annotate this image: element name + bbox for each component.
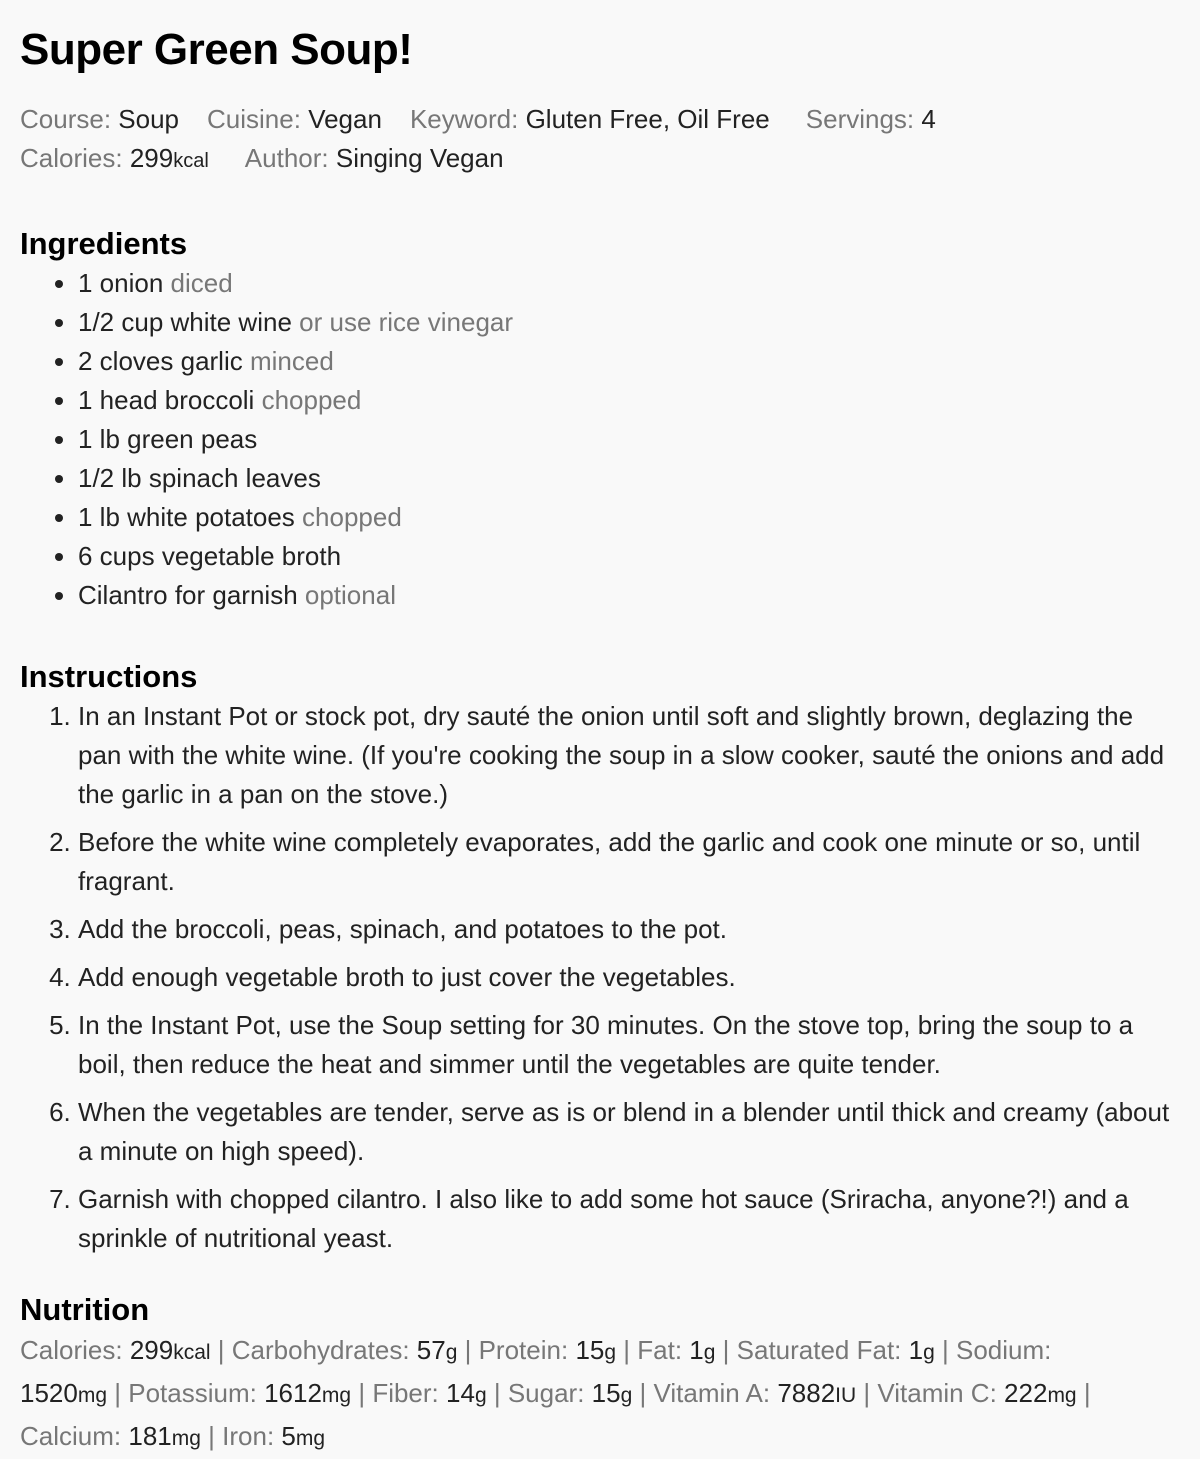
course-label: Course: — [20, 104, 112, 134]
nutrition-separator: | — [856, 1378, 878, 1408]
nutrition-unit: mg — [321, 1384, 352, 1407]
nutrition-value: 15 — [575, 1335, 605, 1365]
nutrition-label: Saturated Fat: — [736, 1335, 902, 1365]
nutrition-item — [479, 1335, 616, 1365]
instructions-list — [20, 697, 1180, 1258]
nutrition-unit: mg — [1047, 1384, 1077, 1407]
nutrition-label: Calcium: — [20, 1421, 122, 1451]
nutrition-label: Iron: — [222, 1421, 275, 1451]
nutrition-value: 181 — [128, 1421, 172, 1451]
ingredients-list — [20, 264, 1180, 615]
nutrition-value: 1612 — [264, 1378, 322, 1408]
nutrition-label: Fiber: — [372, 1378, 439, 1408]
nutrition-value: 5 — [281, 1421, 296, 1451]
nutrition-value: 14 — [446, 1378, 475, 1408]
nutrition-item — [232, 1335, 458, 1365]
ingredient-item — [78, 303, 1180, 342]
course-value: Soup — [118, 104, 180, 134]
nutrition-unit: g — [474, 1384, 487, 1407]
ingredient-item — [78, 342, 1180, 381]
ingredient-note: optional — [304, 580, 396, 610]
ingredient-text: 1/2 cup white wine — [78, 307, 292, 337]
nutrition-unit: g — [604, 1341, 617, 1364]
nutrition-label: Protein: — [478, 1335, 569, 1365]
nutrition-item — [128, 1378, 351, 1408]
author-label: Author: — [244, 143, 329, 173]
ingredient-item — [78, 576, 1180, 615]
nutrition-label: Sugar: — [507, 1378, 585, 1408]
nutrition-item — [372, 1378, 486, 1408]
nutrition-unit: g — [620, 1384, 633, 1407]
ingredient-item — [78, 459, 1180, 498]
nutrition-label: Potassium: — [128, 1378, 257, 1408]
nutrition-heading: Nutrition — [20, 1292, 150, 1327]
ingredient-text: 1 lb green peas — [78, 424, 258, 454]
nutrition-separator: | — [200, 1421, 223, 1451]
meta-row-2 — [20, 139, 1180, 181]
nutrition-item — [508, 1378, 632, 1408]
nutrition-separator: | — [616, 1335, 638, 1365]
keyword-value: Gluten Free, Oil Free — [525, 104, 770, 134]
instruction-step: 3. Add the broccoli, peas, spinach, and potatoes to the pot. — [78, 910, 1180, 949]
nutrition-item — [637, 1335, 715, 1365]
meta-course — [20, 100, 179, 139]
ingredient-note: chopped — [261, 385, 362, 415]
servings-value[interactable]: 4 — [921, 104, 936, 134]
cuisine-label: Cuisine: — [207, 104, 301, 134]
nutrition-label: Vitamin A: — [653, 1378, 771, 1408]
ingredient-note: minced — [249, 346, 334, 376]
nutrition-unit: kcal — [173, 1341, 211, 1364]
meta-author — [245, 139, 504, 178]
recipe-meta — [20, 100, 1180, 181]
meta-calories — [20, 139, 209, 181]
meta-row-1 — [20, 100, 1180, 139]
nutrition-value: 1 — [908, 1335, 924, 1365]
nutrition-separator: | — [457, 1335, 479, 1365]
nutrition-item — [20, 1335, 211, 1365]
nutrition-separator: | — [351, 1378, 373, 1408]
ingredient-note: or use rice vinegar — [299, 307, 514, 337]
ingredient-item — [78, 264, 1180, 303]
instruction-step: 5. In the Instant Pot, use the Soup setting for 30 minutes. On the stove top, bring the soup to a boil, then reduce the heat and simmer until the vegetables are quite tender. — [78, 1006, 1180, 1084]
instruction-step: 4. Add enough vegetable broth to just cover the vegetables. — [78, 958, 1180, 997]
ingredient-text: 2 cloves garlic — [78, 346, 243, 376]
cuisine-value: Vegan — [308, 104, 382, 134]
nutrition-item — [877, 1378, 1076, 1408]
ingredient-note: diced — [170, 268, 233, 298]
nutrition-value: 15 — [591, 1378, 621, 1408]
nutrition-value: 299 — [129, 1335, 174, 1365]
author-value: Singing Vegan — [335, 143, 504, 173]
instruction-step: 6. When the vegetables are tender, serve as is or blend in a blender until thick and creamy (about a minute on high speed). — [78, 1093, 1180, 1171]
ingredient-text: 1 onion — [78, 268, 164, 298]
nutrition-separator: | — [715, 1335, 737, 1365]
calories-value: 299 — [129, 143, 174, 173]
ingredient-text: Cilantro for garnish — [78, 580, 298, 610]
nutrition-value: 222 — [1004, 1378, 1048, 1408]
calories-unit: kcal — [173, 150, 209, 172]
ingredient-note: chopped — [302, 502, 402, 532]
nutrition-item — [20, 1421, 201, 1451]
ingredient-text: 1 head broccoli — [78, 385, 255, 415]
ingredient-item — [78, 381, 1180, 420]
nutrition-unit: g — [445, 1341, 458, 1364]
nutrition-facts — [20, 1330, 1180, 1459]
nutrition-unit: g — [923, 1341, 935, 1364]
nutrition-item — [222, 1421, 325, 1451]
nutrition-label: Sodium: — [956, 1335, 1052, 1365]
nutrition-unit: mg — [171, 1427, 201, 1450]
nutrition-unit: IU — [835, 1384, 857, 1407]
nutrition-label: Vitamin C: — [877, 1378, 997, 1408]
nutrition-value: 57 — [416, 1335, 446, 1365]
instruction-step: 1. In an Instant Pot or stock pot, dry sauté the onion until soft and slightly brown, deglazing the pan with the white wine. (If you're cooking the soup in a slow cooker, sauté the onions and add the garlic in a pan on the stove.) — [78, 697, 1180, 814]
nutrition-separator: | — [632, 1378, 654, 1408]
meta-keyword — [410, 100, 770, 139]
nutrition-value: 1 — [689, 1335, 704, 1365]
nutrition-item — [653, 1378, 856, 1408]
nutrition-unit: g — [703, 1341, 716, 1364]
recipe-title: Super Green Soup! — [20, 25, 413, 74]
nutrition-label: Carbohydrates: — [231, 1335, 410, 1365]
ingredient-text: 6 cups vegetable broth — [78, 541, 342, 571]
servings-label: Servings: — [805, 104, 915, 134]
calories-label: Calories: — [20, 143, 123, 173]
nutrition-separator: | — [107, 1378, 129, 1408]
ingredient-item — [78, 537, 1180, 576]
nutrition-item — [737, 1335, 935, 1365]
instruction-step: 2. Before the white wine completely evaporates, add the garlic and cook one minute or so, until fragrant. — [78, 823, 1180, 901]
ingredient-text: 1 lb white potatoes — [78, 502, 295, 532]
nutrition-label: Calories: — [20, 1335, 123, 1365]
nutrition-label: Fat: — [637, 1335, 683, 1365]
ingredients-heading: Ingredients — [20, 226, 188, 261]
nutrition-separator: | — [1076, 1378, 1091, 1408]
instructions-heading: Instructions — [20, 659, 198, 694]
nutrition-value: 7882 — [777, 1378, 836, 1408]
nutrition-separator: | — [934, 1335, 956, 1365]
meta-cuisine — [207, 100, 382, 139]
nutrition-unit: mg — [295, 1427, 326, 1450]
nutrition-unit: mg — [77, 1384, 108, 1407]
nutrition-separator: | — [210, 1335, 232, 1365]
nutrition-value: 1520 — [20, 1378, 78, 1408]
keyword-label: Keyword: — [409, 104, 519, 134]
instruction-step: 7. Garnish with chopped cilantro. I also like to add some hot sauce (Sriracha, anyone?!) and a sprinkle of nutritional yeast. — [78, 1180, 1180, 1258]
meta-servings — [806, 100, 936, 139]
ingredient-text: 1/2 lb spinach leaves — [78, 463, 321, 493]
nutrition-separator: | — [486, 1378, 508, 1408]
ingredient-item — [78, 498, 1180, 537]
ingredient-item — [78, 420, 1180, 459]
